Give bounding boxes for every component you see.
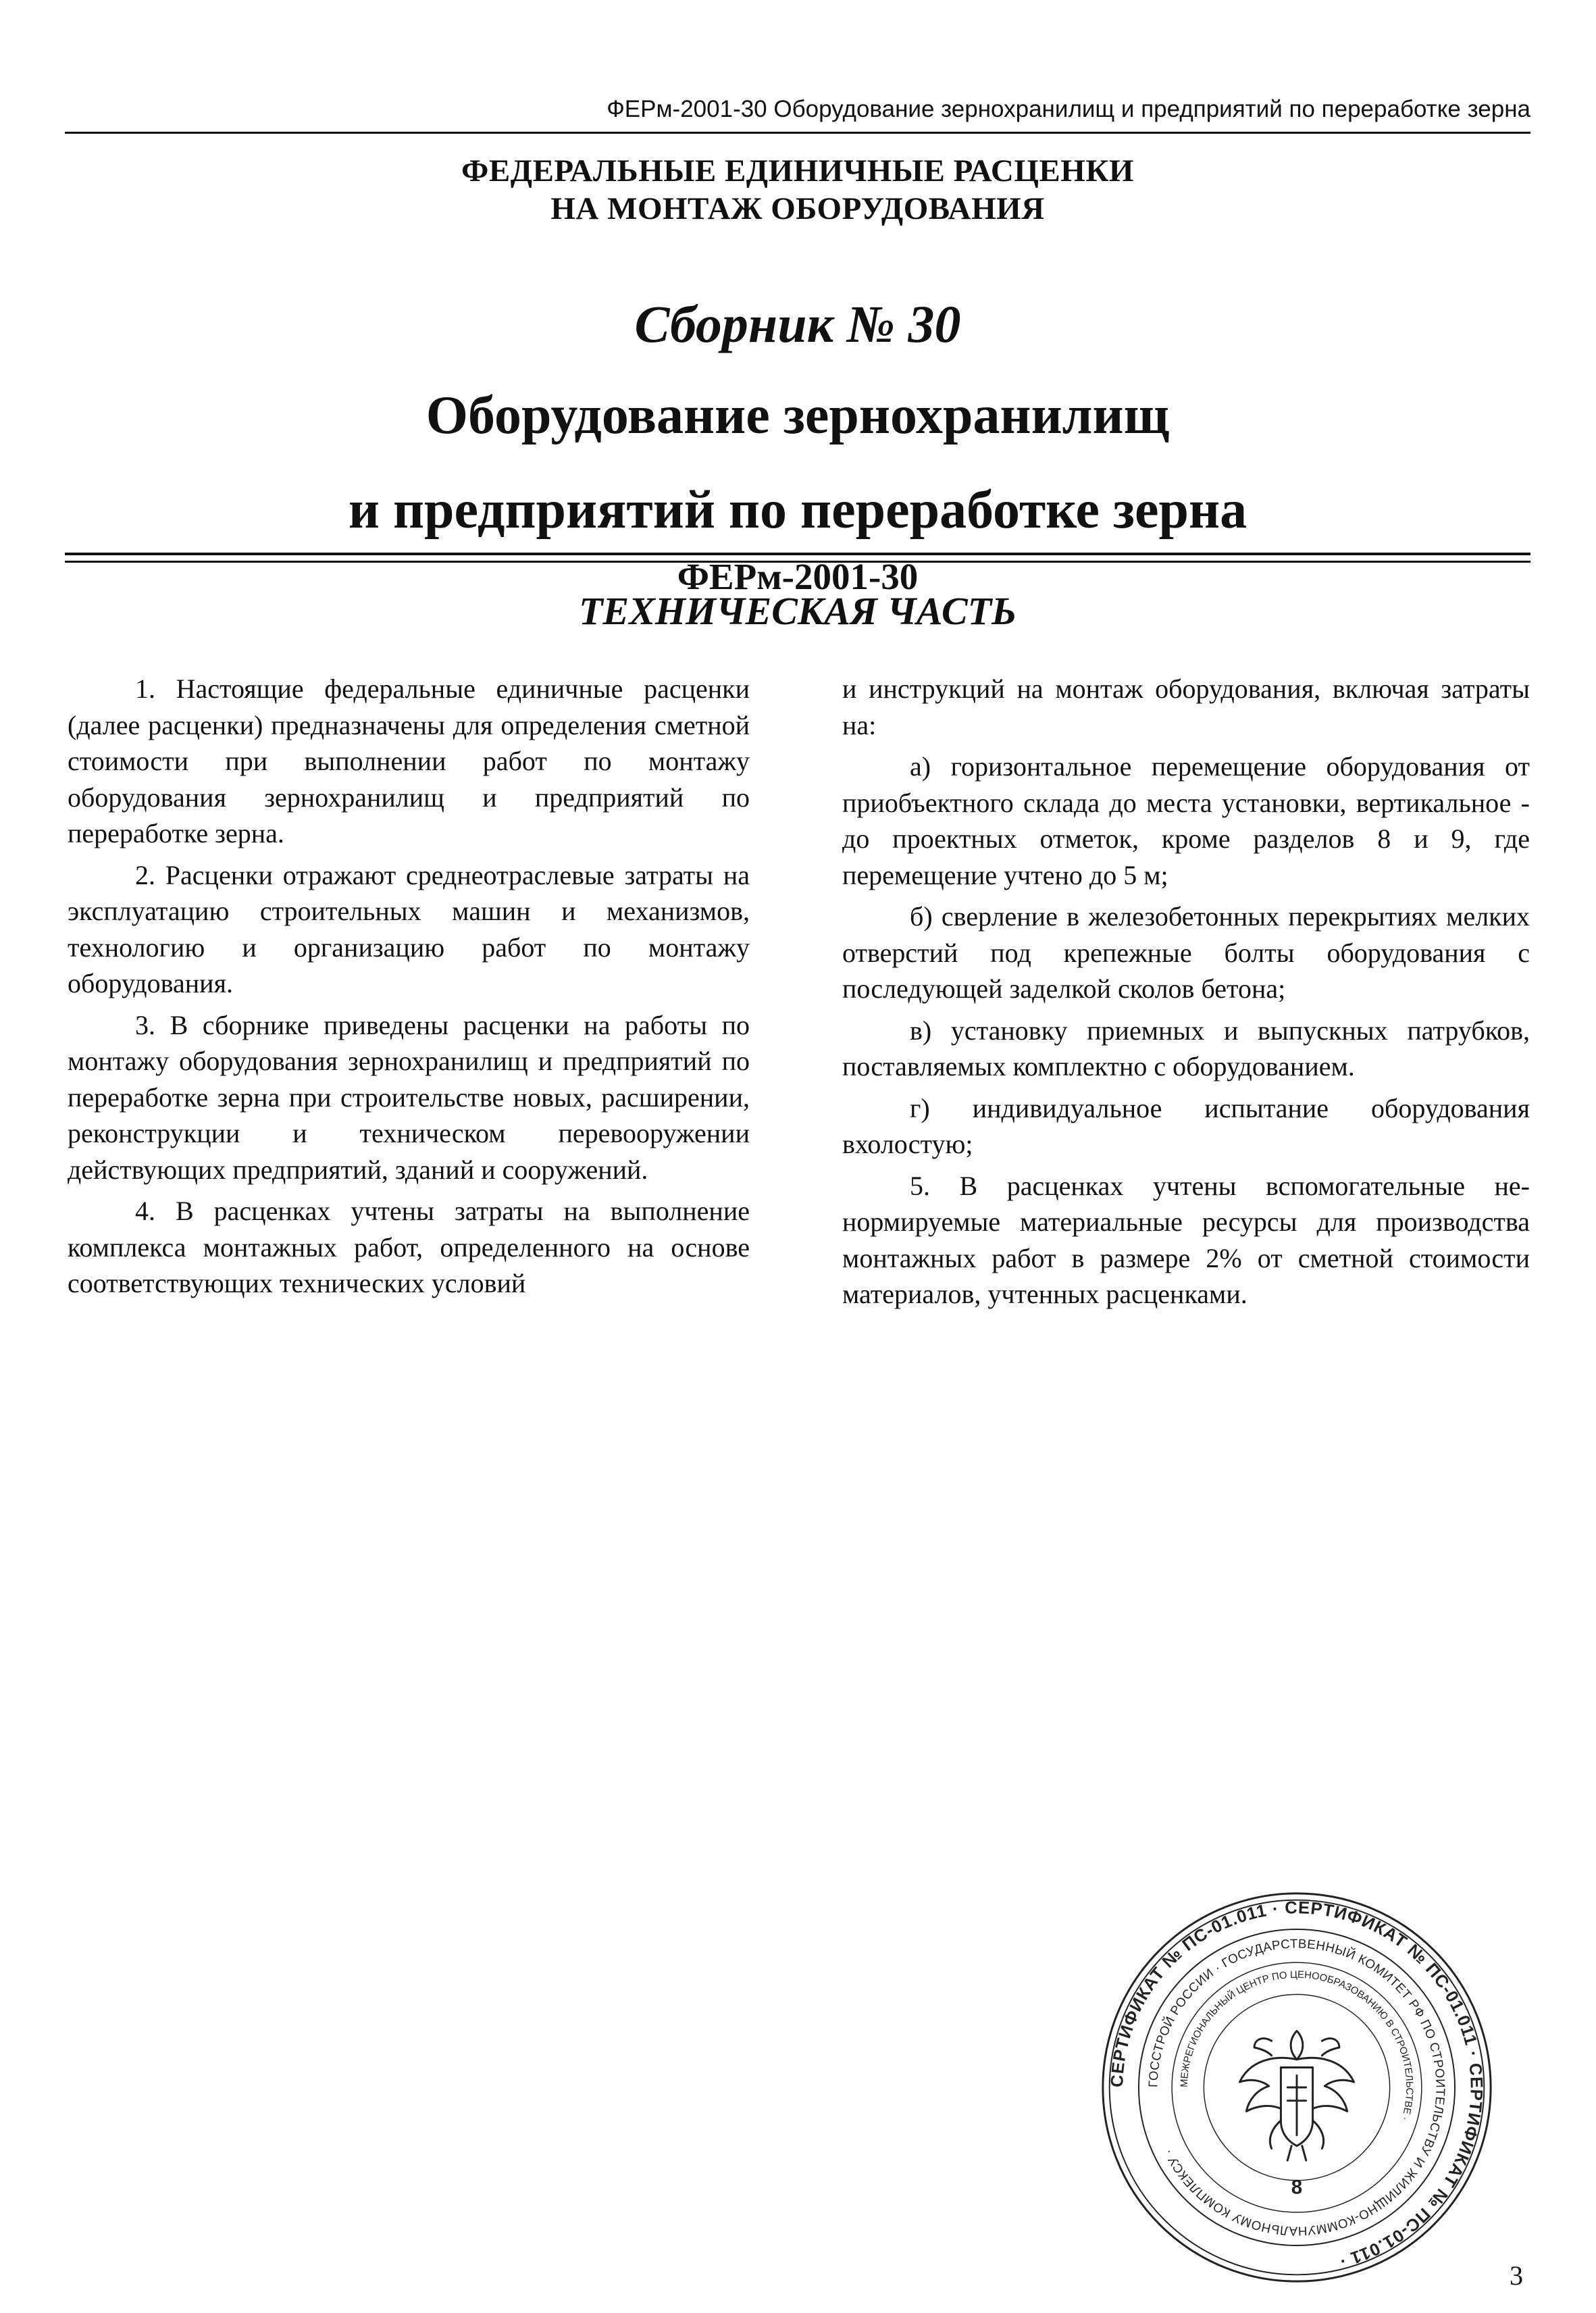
official-seal-stamp bbox=[1098, 1888, 1496, 2287]
list-item-b: б) сверление в железобетонных перекрытиях мелких отверстий под крепежные болты оборудования с последующей заделкой сколов бетона; bbox=[842, 901, 1530, 1004]
document-title-line-1: ФЕДЕРАЛЬНЫЕ ЕДИНИЧНЫЕ РАСЦЕНКИ bbox=[461, 153, 1134, 188]
document-title-line-2: НА МОНТАЖ ОБОРУДОВАНИЯ bbox=[550, 191, 1045, 226]
left-column bbox=[68, 671, 750, 1307]
paragraph-3: 3. В сборнике приведены расценки на работы по монтажу оборудования зернохранилищ и предприятий по переработке зерна при строительстве новых, расширении, реконструкции и техническом перевооружении действующих предприятий, зданий и сооружений. bbox=[68, 1009, 750, 1185]
section-divider bbox=[65, 553, 1530, 563]
paragraph-4-continuation: и инструкций на монтаж оборудования, включая затраты на: bbox=[842, 673, 1530, 740]
section-title: ТЕХНИЧЕСКАЯ ЧАСТЬ bbox=[579, 589, 1016, 633]
page-number: 3 bbox=[1510, 2260, 1523, 2291]
collection-code: ФЕРм-2001-30 bbox=[677, 556, 919, 597]
list-item-a: а) горизонтальное перемещение оборудования от приобъектного склада до места установки, вертикальное - до проектных отметок, кроме разделов 8 и 9, где перемещение учтено до 5 м; bbox=[842, 751, 1530, 890]
paragraph-5: 5. В расценках учтены вспомогательные ненормируемые материальные ресурсы для производства монтажных работ в размере 2% от сметной стоимости материалов, учтенных расценками. bbox=[842, 1170, 1530, 1309]
seal-ring-text: ГОССТРОЙ РОССИИ · ГОСУДАРСТВЕННЫЙ КОМИТЕТ РФ ПО СТРОИТЕЛЬСТВУ И ЖИЛИЩНО-КОММУНАЛЬНОМУ КОМПЛЕКСУ · bbox=[1145, 1936, 1448, 2239]
right-column bbox=[842, 671, 1530, 1318]
collection-label: Сборник № 30 bbox=[634, 295, 961, 353]
paragraph-2: 2. Расценки отражают среднеотраслевые затраты на эксплуатацию строительных машин и механизмов, технологию и организацию работ по монтажу оборудования. bbox=[68, 859, 750, 998]
collection-title-line-1: Оборудование зернохранилищ bbox=[426, 386, 1170, 445]
title-block bbox=[65, 152, 1530, 601]
running-header: ФЕРм-2001-30 Оборудование зернохранилищ и предприятий по переработке зерна bbox=[607, 96, 1530, 122]
seal-center-mark: 8 bbox=[1291, 2176, 1303, 2199]
paragraph-1: 1. Настоящие федеральные единичные расценки (далее расценки) предназначены для определения сметной стоимости при выполнении работ по монтажу оборудования зернохранилищ и предприятий по переработке зерна. bbox=[68, 673, 750, 848]
double-headed-eagle-emblem bbox=[1239, 2031, 1354, 2160]
collection-title-line-2: и предприятий по переработке зерна bbox=[348, 480, 1247, 540]
list-item-g: г) индивидуальное испытание оборудования вхолостую; bbox=[842, 1092, 1530, 1159]
header-divider bbox=[65, 132, 1530, 134]
seal-outer-text: СЕРТИФИКАТ № ПС-01.011 · СЕРТИФИКАТ № ПС-01.011 · СЕРТИФИКАТ № ПС-01.011 · bbox=[1108, 1898, 1486, 2271]
seal-inner-text: МЕЖРЕГИОНАЛЬНЫЙ ЦЕНТР ПО ЦЕНООБРАЗОВАНИЮ В СТРОИТЕЛЬСТВЕ · bbox=[1179, 1969, 1415, 2122]
list-item-v: в) установку приемных и выпускных патрубков, поставляемых комплектно с оборудованием. bbox=[842, 1015, 1530, 1082]
paragraph-4: 4. В расценках учтены затраты на выполнение комплекса монтажных работ, определенного на основе соответствующих технических условий bbox=[68, 1196, 750, 1298]
